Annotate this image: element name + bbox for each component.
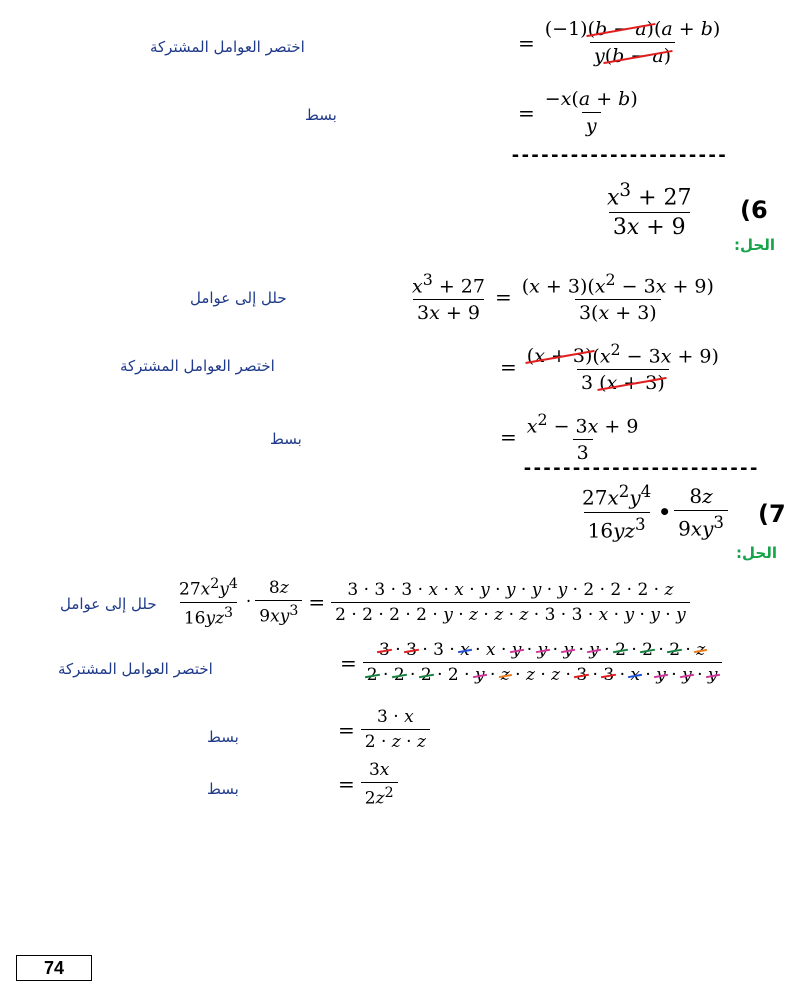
math-step-simplify-7a: = $\frac{3 \cdot x}{2 \cdot z \cdot z}$	[332, 707, 430, 752]
separator-line: ----------------------	[510, 145, 727, 166]
step-label-cancel: اختصر العوامل المشتركة	[58, 660, 213, 678]
math-step-cancel-6: = $\frac{(x + 3)(x^2 - 3x + 9)}{3 (x + 3)}$	[500, 340, 719, 395]
step-label-cancel: اختصر العوامل المشتركة	[120, 357, 275, 375]
math-step-cancel-7: = $\frac{3 \cdot 3 \cdot 3 \cdot x \cdot x \cdot y \cdot y \cdot y \cdot y \cdot 2 \cdot 2 \cdot 2 \cdot z}{2 \cdot 2 \cdot 2 \cdot 2 \cdot y \cdot z \cdot z \cdot z \cdot 3 \cdot 3 \cdot x \cdot y \cdot y \cdot y}$	[334, 640, 722, 685]
math-step-cancel-1: = $\frac{(-1)(b - a)(a + b)}{y(b - a)}$	[518, 18, 721, 67]
problem7-expression: $\frac{27x^2y^4}{16yz^3}$ • $\frac{8z}{9xy^3}$	[578, 482, 728, 542]
step-label-simplify: بسط	[207, 728, 239, 746]
math-step-simplify-7b: = $\frac{3x}{2z^2}$	[332, 760, 398, 809]
math-step-factor-6: $\frac{x^3 + 27}{3x + 9}$ = $\frac{(x + 3)(x^2 - 3x + 9)}{3(x + 3)}$	[412, 270, 714, 325]
step-label-simplify: بسط	[305, 106, 337, 124]
math-step-factor-7: $\frac{27x^2y^4}{16yz^3}$ · $\frac{8z}{9xy^3}$ = $\frac{3 \cdot 3 \cdot 3 \cdot x \cdot x \cdot y \cdot y \cdot y \cdot y \cdot 2 \cdot 2 \cdot 2 \cdot z}{2 \cdot 2 \cdot 2 \cdot 2 \cdot y \cdot z \cdot z \cdot z \cdot 3 \cdot 3 \cdot x \cdot y \cdot y \cdot y}$	[175, 576, 690, 628]
math-step-simplify-1: = $\frac{-x(a + b)}{y}$	[518, 88, 638, 137]
step-label-simplify: بسط	[270, 430, 302, 448]
step-label-cancel: اختصر العوامل المشتركة	[150, 38, 305, 56]
step-label-factor: حلل إلى عوامل	[60, 595, 157, 613]
problem7-number: (7	[758, 500, 786, 528]
page-number: 74	[16, 955, 92, 981]
step-label-factor: حلل إلى عوامل	[190, 289, 287, 307]
solution-heading: الحل:	[736, 544, 777, 562]
separator-line: ------------------------	[522, 458, 759, 479]
solution-heading: الحل:	[734, 236, 775, 254]
problem6-number: (6	[740, 196, 768, 224]
step-label-simplify: بسط	[207, 780, 239, 798]
math-step-simplify-6: = $\frac{x^2 - 3x + 9}{3}$	[500, 410, 639, 465]
problem6-expression: $\frac{x^3 + 27}{3x + 9}$	[607, 180, 692, 241]
